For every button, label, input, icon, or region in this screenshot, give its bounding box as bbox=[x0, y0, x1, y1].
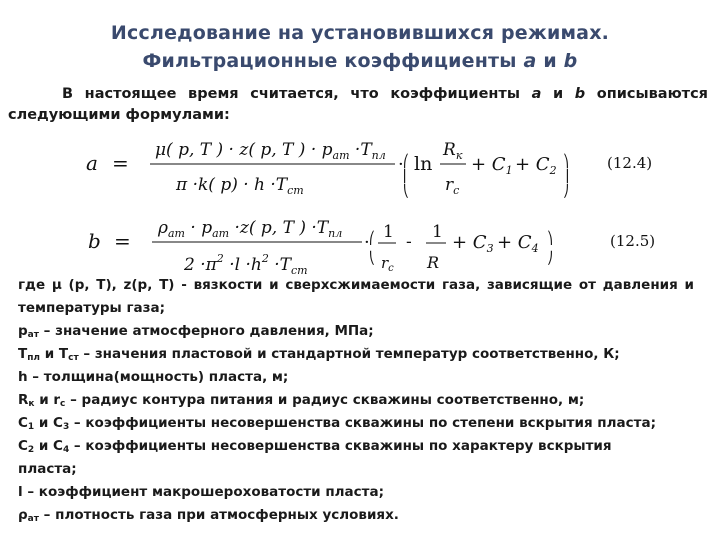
intro-part1: В настоящее время считается, что коэффициенты bbox=[62, 86, 532, 102]
title-and: и bbox=[536, 50, 564, 72]
legend-line-h: h – толщина(мощность) пласта, м; bbox=[18, 369, 289, 385]
f1-bracket-left-bot: ⎝ bbox=[403, 184, 409, 198]
f1-numerator: μ( p, T ) · z( p, T ) · $p_{ат} \cdot T_{пл}$ bbox=[155, 140, 386, 162]
title-prefix: Фильтрационные коэффициенты bbox=[142, 50, 524, 72]
intro-a: a bbox=[531, 86, 542, 102]
f1-bracket-right-mid: ⎟ bbox=[563, 169, 569, 183]
f1-ln-bottom: $r_с$ bbox=[445, 175, 460, 197]
f2-one-1: 1 bbox=[383, 222, 394, 242]
legend-line-c2-c4: $С_2$ и $С_4$ – коэффициенты несовершенства скважины по характеру вскрытия bbox=[18, 438, 612, 455]
legend-line-1: где μ (p, T), z(p, T) - вязкости и сверхсжимаемости газа, зависящие от давления и bbox=[18, 277, 694, 293]
title-b: b bbox=[563, 50, 578, 72]
f1-dot: · bbox=[398, 154, 404, 175]
f1-equation-number: (12.4) bbox=[607, 154, 653, 172]
f2-bracket-right: ⎞ bbox=[547, 231, 553, 245]
f2-rc: $r_с$ bbox=[381, 254, 394, 274]
page-title-line1: Исследование на установившихся режимах. bbox=[110, 22, 610, 44]
f2-equals: = bbox=[114, 229, 131, 253]
f1-ln-top: $R_к$ bbox=[443, 140, 463, 162]
f1-lhs: a bbox=[86, 151, 98, 175]
f1-c2: + $C_2$ bbox=[515, 154, 557, 177]
f1-bracket-right: ⎞ bbox=[563, 154, 569, 168]
legend-line-p-atm: $р_{ат}$ – значение атмосферного давления, МПа; bbox=[18, 323, 374, 340]
f2-numerator: $\rho_{ат} \cdot p_{ат} \cdot z$( p, T ) $\cdot T_{пл}$ bbox=[158, 218, 343, 240]
f2-minus: - bbox=[406, 232, 412, 252]
f1-c1: + $C_1$ bbox=[471, 154, 513, 177]
legend bbox=[18, 274, 694, 527]
title-a: a bbox=[523, 50, 537, 72]
f2-bracket-right-bot: ⎠ bbox=[547, 251, 553, 265]
f2-bracket-left-bot: ⎝ bbox=[369, 251, 375, 265]
f1-bracket-left: ⎛ bbox=[403, 154, 409, 168]
f2-c4: + $C_4$ bbox=[497, 232, 539, 255]
f2-denominator: $2 \cdot\pi^2 \cdot l \cdot h^2 \cdot T_{ст}$ bbox=[184, 252, 308, 277]
f2-lhs: b bbox=[88, 229, 101, 253]
legend-line-c1-c3: $С_1$ и $С_3$ – коэффициенты несовершенства скважины по степени вскрытия пласта; bbox=[18, 415, 656, 432]
f2-equation-number: (12.5) bbox=[610, 232, 656, 250]
legend-line-radii: $R_к$ и $r_с$ – радиус контура питания и радиус скважины соответственно, м; bbox=[18, 392, 585, 409]
f1-equals: = bbox=[112, 151, 129, 175]
legend-line-2: температуры газа; bbox=[18, 300, 165, 316]
intro-part2: описываются следующими формулами: bbox=[8, 86, 708, 123]
f2-dot: · bbox=[364, 232, 370, 253]
f1-bracket-left-mid: ⎜ bbox=[403, 169, 409, 183]
f2-one-2: 1 bbox=[432, 222, 443, 242]
intro-and: и bbox=[541, 86, 575, 102]
legend-line-plasta: пласта; bbox=[18, 461, 77, 477]
f2-R: R bbox=[427, 253, 440, 272]
f1-bracket-right-bot: ⎠ bbox=[563, 184, 569, 198]
legend-line-temps: $Т_{пл}$ и $Т_{ст}$ – значения пластовой и стандартной температур соответственно, К; bbox=[18, 346, 620, 363]
f2-c3: + $C_3$ bbox=[452, 232, 494, 255]
f1-ln: ln bbox=[414, 153, 433, 175]
f2-bracket-left: ⎛ bbox=[369, 231, 375, 245]
legend-line-rho: $\rho_{ат}$ – плотность газа при атмосферных условиях. bbox=[18, 507, 399, 524]
legend-line-l: l – коэффициент макрошероховатости пласта; bbox=[18, 484, 384, 500]
f1-denominator: π ·k( $p) \cdot h \cdot T_{ст}$ bbox=[176, 175, 304, 197]
intro-b: b bbox=[574, 86, 586, 102]
